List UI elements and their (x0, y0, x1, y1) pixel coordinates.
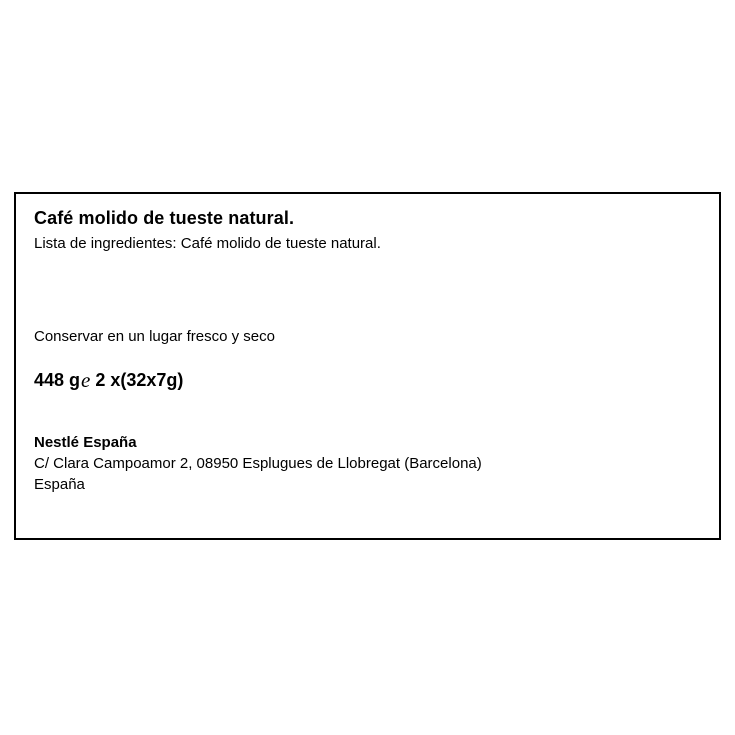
label-content (16, 194, 719, 495)
net-weight-value: 448 g (34, 369, 81, 390)
company-country: España (34, 475, 85, 493)
storage-instructions: Conservar en un lugar fresco y seco (34, 328, 275, 345)
company-name: Nestlé España (34, 433, 137, 451)
company-address: C/ Clara Campoamor 2, 08950 Esplugues de Llobregat (Barcelona) (34, 454, 482, 472)
ingredients-list: Lista de ingredientes: Café molido de tueste natural. (34, 234, 381, 252)
estimated-sign-icon: e (81, 367, 91, 392)
net-quantity-row (34, 369, 701, 391)
company-info (34, 433, 701, 495)
product-title: Café molido de tueste natural. (34, 208, 295, 228)
pack-count-value: 2 x(32x7g) (95, 369, 184, 390)
product-label-box (14, 192, 721, 540)
